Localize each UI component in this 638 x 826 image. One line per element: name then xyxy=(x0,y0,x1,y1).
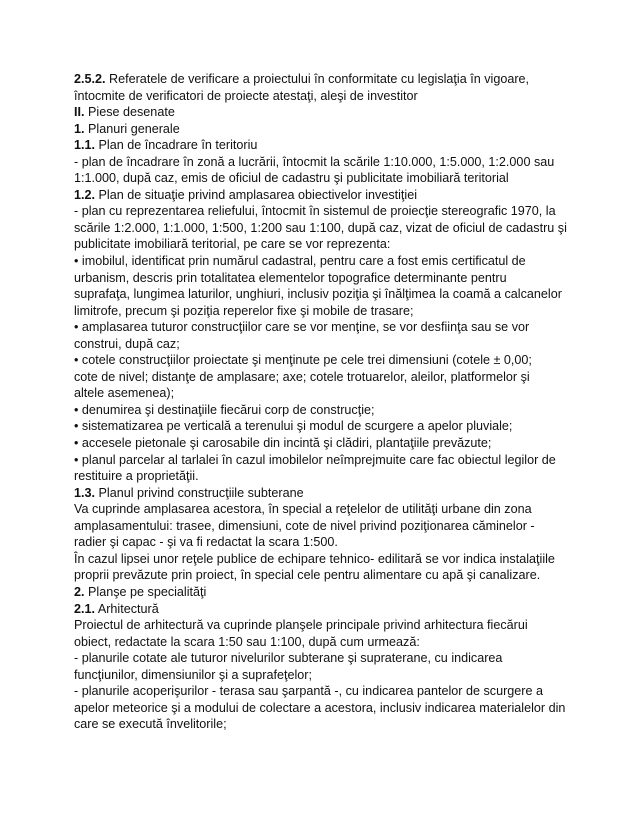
text-line xyxy=(74,104,578,121)
line-text: • accesele pietonale şi carosabile din incintă şi clădiri, plantaţiile prevăzute; xyxy=(74,436,492,451)
section-number: 2.5.2. xyxy=(74,72,106,86)
line-text: • planul parcelar al tarlalei în cazul imobilelor neîmprejmuite care fac obiectul legilor de xyxy=(74,452,556,467)
line-text: altele asemenea); xyxy=(74,386,175,401)
text-line xyxy=(74,88,578,105)
text-line xyxy=(74,435,578,452)
text-line xyxy=(74,286,578,303)
text-line xyxy=(74,402,578,419)
section-number: 1. xyxy=(74,121,85,136)
line-text: • amplasarea tuturor construcţiilor care se vor menţine, se vor desfiinţa sau se vor xyxy=(74,320,530,335)
document-body xyxy=(74,71,578,733)
text-line xyxy=(74,418,578,435)
line-text: - planurile cotate ale tuturor nivelurilor subterane şi supraterane, cu indicarea xyxy=(74,651,503,666)
section-number: 1.3. xyxy=(74,485,96,500)
line-text: Planşe pe specialităţi xyxy=(84,584,207,599)
text-line xyxy=(74,468,578,485)
text-line xyxy=(74,716,578,733)
line-text: • cotele construcţiilor proiectate şi menţinute pe cele trei dimensiuni (cotele ± 0,00; xyxy=(74,353,532,368)
text-line xyxy=(74,369,578,386)
text-line xyxy=(74,700,578,717)
line-text: • sistematizarea pe verticală a terenului şi modul de scurgere a apelor pluviale; xyxy=(74,419,513,434)
line-text: 1:1.000, după caz, emis de oficiul de cadastru şi publicitate imobiliară teritorial xyxy=(74,171,509,186)
text-line xyxy=(74,137,578,154)
line-text: Va cuprinde amplasarea acestora, în special a reţelelor de utilităţi urbane din zona xyxy=(74,502,532,517)
section-number: 2. xyxy=(74,584,85,599)
text-line xyxy=(74,667,578,684)
line-text: publicitate imobiliară teritorial, pe care se vor reprezenta: xyxy=(74,237,391,252)
section-number: II. xyxy=(74,105,85,120)
line-text: apelor meteorice şi a modului de colectare a acestora, inclusiv indicarea materialelor din xyxy=(74,700,566,715)
text-line xyxy=(74,518,578,535)
line-text: Arhitectură xyxy=(95,601,159,616)
section-number: 2.1. xyxy=(74,601,96,616)
text-line xyxy=(74,634,578,651)
line-text: Piese desenate xyxy=(84,105,175,120)
line-text: radier şi capac - şi va fi redactat la scara 1:500. xyxy=(74,535,338,550)
text-line xyxy=(74,567,578,584)
line-text: construi, după caz; xyxy=(74,336,180,351)
text-line xyxy=(74,551,578,568)
text-line xyxy=(74,452,578,469)
text-line xyxy=(74,650,578,667)
line-text: scările 1:2.000, 1:1.000, 1:500, 1:200 sau 1:100, după caz, vizat de oficiul de cadastru şi xyxy=(74,220,567,235)
section-number: 1.1. xyxy=(74,138,96,153)
text-line xyxy=(74,617,578,634)
line-text: care se execută învelitorile; xyxy=(74,717,227,732)
section-number: 1.2. xyxy=(74,187,96,202)
text-line xyxy=(74,352,578,369)
text-line xyxy=(74,121,578,138)
text-line xyxy=(74,154,578,171)
line-text: În cazul lipsei unor reţele publice de echipare tehnico- edilitară se vor indica instalaţiile xyxy=(74,551,555,566)
text-line xyxy=(74,584,578,601)
line-text: Plan de încadrare în teritoriu xyxy=(95,138,258,153)
line-text: Plan de situaţie privind amplasarea obiectivelor investiţiei xyxy=(95,187,418,202)
line-text: Referatele de verificare a proiectului în conformitate cu legislaţia în vigoare, xyxy=(105,72,530,86)
line-text: funcţiunilor, dimensiunilor şi a suprafeţelor; xyxy=(74,667,313,682)
line-text: Proiectul de arhitectură va cuprinde planşele principale privind arhitectura fiecărui xyxy=(74,618,528,633)
text-line xyxy=(74,270,578,287)
text-line xyxy=(74,336,578,353)
line-text: limitrofe, precum şi poziţia reperelor fixe şi mobile de trasare; xyxy=(74,303,414,318)
line-text: obiect, redactate la scara 1:50 sau 1:100, după cum urmează: xyxy=(74,634,420,649)
line-text: restituire a proprietăţii. xyxy=(74,469,199,484)
line-text: urbanism, descris prin totalitatea elementelor topografice determinante pentru xyxy=(74,270,507,285)
line-text: Planul privind construcţiile subterane xyxy=(95,485,304,500)
line-text: - plan cu reprezentarea reliefului, întocmit în sistemul de proiecţie stereografic 1970, la xyxy=(74,204,556,219)
text-line xyxy=(74,187,578,204)
text-line xyxy=(74,319,578,336)
line-text: Planuri generale xyxy=(84,121,180,136)
text-line xyxy=(74,170,578,187)
line-text: • denumirea şi destinaţiile fiecărui corp de construcţie; xyxy=(74,402,375,417)
text-line xyxy=(74,71,578,88)
text-line xyxy=(74,236,578,253)
line-text: amplasamentului: trasee, dimensiuni, cote de nivel privind poziţionarea căminelor - xyxy=(74,518,535,533)
text-line xyxy=(74,303,578,320)
text-line xyxy=(74,220,578,237)
line-text: - plan de încadrare în zonă a lucrării, întocmit la scările 1:10.000, 1:5.000, 1:2.000 sau xyxy=(74,154,555,169)
text-line xyxy=(74,683,578,700)
line-text: întocmite de verificatori de proiecte atestaţi, aleşi de investitor xyxy=(74,88,418,103)
text-line xyxy=(74,534,578,551)
text-line xyxy=(74,501,578,518)
text-line xyxy=(74,253,578,270)
line-text: • imobilul, identificat prin numărul cadastral, pentru care a fost emis certificatul de xyxy=(74,254,526,269)
line-text: suprafaţa, lungimea laturilor, unghiuri, inclusiv poziţia şi înălţimea la coamă a calcanelor xyxy=(74,287,562,302)
text-line xyxy=(74,485,578,502)
text-line xyxy=(74,601,578,618)
line-text: cote de nivel; distanţe de amplasare; axe; cotele trotuarelor, aleilor, platformelor şi xyxy=(74,369,530,384)
line-text: - planurile acoperişurilor - terasa sau şarpantă -, cu indicarea pantelor de scurgere a xyxy=(74,684,544,699)
text-line xyxy=(74,203,578,220)
line-text: proprii prevăzute prin proiect, în special cele pentru alimentare cu apă şi canalizare. xyxy=(74,568,541,583)
text-line xyxy=(74,385,578,402)
